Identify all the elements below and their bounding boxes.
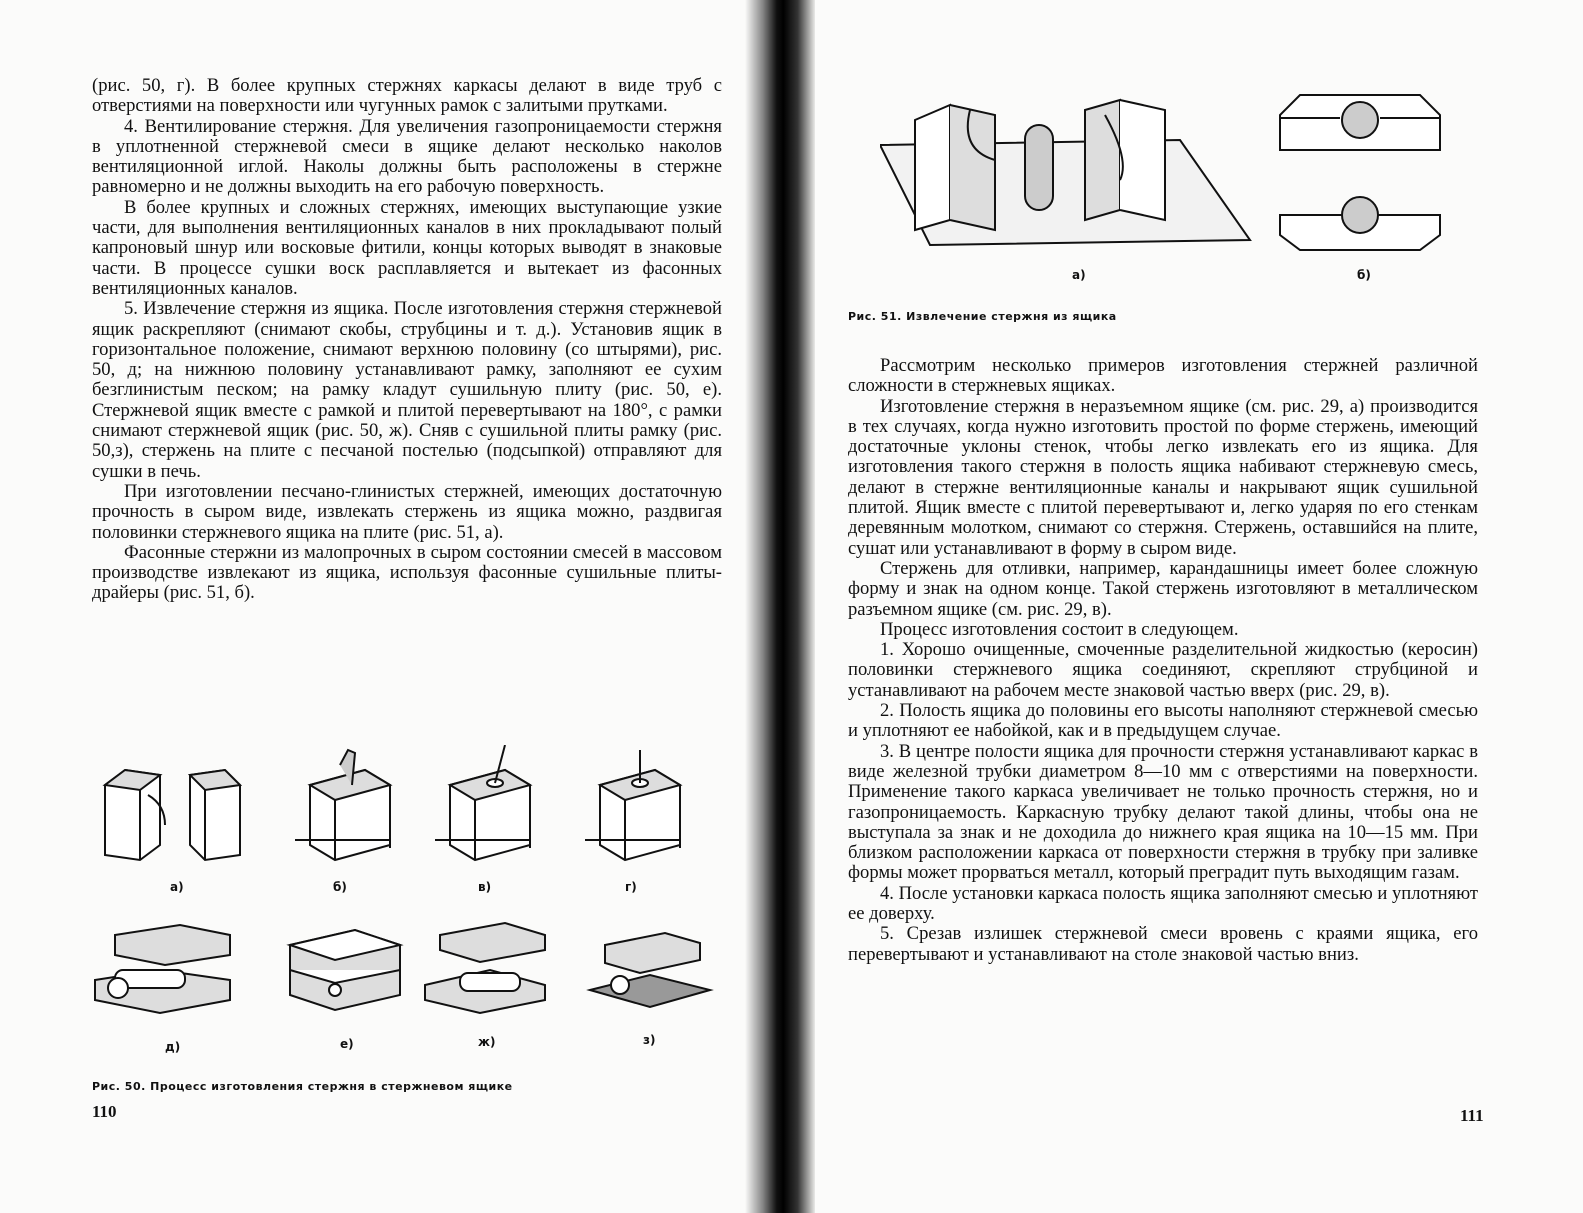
drawing-d xyxy=(95,925,230,1013)
drawing-g xyxy=(585,750,680,860)
drawing-e xyxy=(290,930,400,1010)
figure-label: г) xyxy=(625,880,637,894)
figure-label: б) xyxy=(1357,268,1371,282)
drawing-zh xyxy=(425,923,545,1013)
figure-label: ж) xyxy=(478,1035,496,1049)
paragraph: Стержень для отливки, например, карандашницы имеет более сложную форму и знак на одном конце. Такой стержень изготовляют в металлическом разъемном ящике (см. рис. 29, в). xyxy=(848,557,1478,620)
paragraph: Процесс изготовления состоит в следующем. xyxy=(880,618,1239,640)
book-gutter xyxy=(745,0,815,1213)
figure-label: з) xyxy=(643,1033,656,1047)
drawing-v xyxy=(435,745,530,860)
drawing-z xyxy=(590,933,710,1007)
figure-50-caption: Рис. 50. Процесс изготовления стержня в стержневом ящике xyxy=(92,1080,513,1093)
figure-label: в) xyxy=(478,880,492,894)
paragraph: 5. Извлечение стержня из ящика. После изготовления стержня стержневой ящик раскрепляют (снимают скобы, струбцины и т. д.). Установив ящик в горизонтальное положение, снимают верхнюю половину (со штырями), рис. 50, д; на нижнюю половину устанавливают рамку, заполняют ее сухим безглинистым песком; на рамку кладут сушильную плиту (рис. 50, е). Стержневой ящик вместе с рамкой и плитой перевертывают на 180°, с рамки снимают стержневой ящик (рис. 50, ж). Сняв с сушильной плиты рамку (рис. 50,з), стержень на плите с песчаной постелью (подсыпкой) отправляют для сушки в печь. xyxy=(92,298,722,482)
figure-label: е) xyxy=(340,1037,354,1051)
figure-label: а) xyxy=(170,880,184,894)
paragraph: В более крупных и сложных стержнях, имеющих выступающие узкие части, для выполнения вентиляционных каналов в них прокладывают полый капроновый шнур или восковые фитили, концы которых выводят в знаковые части. В процессе сушки воск расплавляется и вытекает из фасонных вентиляционных каналов. xyxy=(92,196,722,299)
paragraph: 4. Вентилирование стержня. Для увеличения газопроницаемости стержня в уплотненной стержневой смеси в ящике делают несколько наколов вентиляционной иглой. Наколы должны быть расположены в стержне равномерно и не должны выходить на его рабочую поверхность. xyxy=(92,115,722,198)
paragraph: 4. После установки каркаса полость ящика заполняют смесью и уплотняют ее доверху. xyxy=(848,882,1478,925)
figure-51-caption: Рис. 51. Извлечение стержня из ящика xyxy=(848,310,1117,323)
drawing-51a xyxy=(880,100,1250,245)
drawing-51b xyxy=(1280,95,1440,250)
paragraph: Фасонные стержни из малопрочных в сыром состоянии смесей в массовом производстве извлекают из ящика, используя фасонные сушильные плиты-драйеры (рис. 51, б). xyxy=(92,541,722,604)
figure-label: а) xyxy=(1072,268,1086,282)
page-number-right: 111 xyxy=(1460,1106,1484,1125)
drawing-a xyxy=(105,770,240,860)
figure-51-drawings xyxy=(880,90,1480,260)
figure-label: д) xyxy=(165,1040,181,1054)
right-page-text xyxy=(848,356,1478,965)
paragraph: Рассмотрим несколько примеров изготовления стержней различной сложности в стержневых ящиках. xyxy=(848,355,1478,397)
paragraph: 2. Полость ящика до половины его высоты наполняют стержневой смесью и уплотняют ее набойкой, как и в предыдущем случае. xyxy=(848,700,1478,742)
figure-50-drawings xyxy=(90,745,730,1065)
figure-label: б) xyxy=(333,880,347,894)
paragraph: 1. Хорошо очищенные, смоченные разделительной жидкостью (керосин) половинки стержневого ящика соединяют, скрепляют струбциной и устанавливают на рабочем месте знаковой частью вверх (рис. 29, в). xyxy=(848,639,1478,701)
paragraph: 3. В центре полости ящика для прочности стержня устанавливают каркас в виде железной трубки диаметром 8—10 мм с отверстиями на поверхности. Применение такого каркаса увеличивает не только прочность стержня, но и газопроницаемость. Каркасную трубку делают такой длины, чтобы она не выступала за знак и не доходила до нижнего края ящика на 10—15 мм. При близком расположении каркаса от поверхности стержня в трубку при заливке формы может прорваться металл, который преградит путь выходящим газам. xyxy=(848,740,1478,884)
paragraph: При изготовлении песчано-глинистых стержней, имеющих достаточную прочность в сыром виде, извлекать стержень из ящика можно, раздвигая половинки стержневого ящика на плите (рис. 51, а). xyxy=(92,480,722,543)
paragraph: (рис. 50, г). В более крупных стержнях каркасы делают в виде труб с отверстиями на поверхности или чугунных рамок с залитыми прутками. xyxy=(92,75,722,117)
paragraph: 5. Срезав излишек стержневой смеси вровень с краями ящика, его перевертывают и устанавливают на столе знаковой частью вниз. xyxy=(848,923,1478,965)
drawing-b xyxy=(295,750,390,860)
paragraph: Изготовление стержня в неразъемном ящике (см. рис. 29, а) производится в тех случаях, когда нужно изготовить простой по форме стержень, имеющий достаточные уклоны стенок, чтобы легко извлекать его из ящика. Для изготовления такого стержня в полость ящика набивают стержневую смесь, делают в стержне вентиляционные каналы и накрывают ящик сушильной плитой. Ящик вместе с плитой перевертывают и, легко ударяя по его стенкам деревянным молотком, снимают со стержня. Стержень, оставшийся на плите, сушат или устанавливают в форму в сыром виде. xyxy=(848,395,1478,559)
page-number-left: 110 xyxy=(92,1102,117,1121)
left-page-text xyxy=(92,76,722,604)
